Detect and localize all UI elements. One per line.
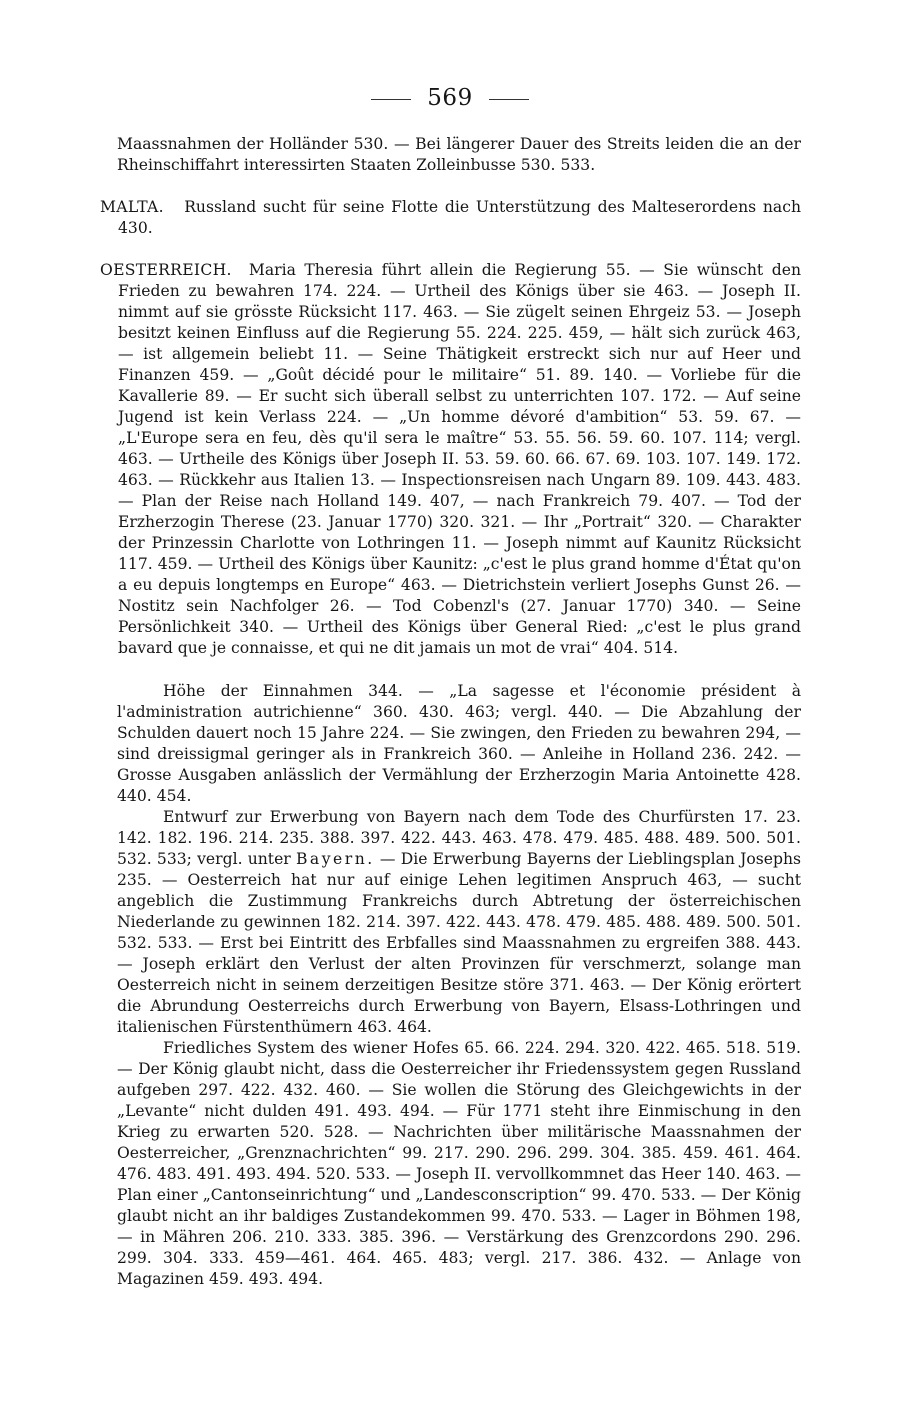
oesterreich-text-3-lead: Entwurf zur Erwerbung von Bayern nach dem Tode des Churfürsten 17. 23. 142. 182. 196. 214. 235. 388. 397. 422. 443. 463. 478. 479. 485. 488. 489. 500. 501. 532. 533; vergl. unter xyxy=(117,808,801,868)
entry-heading-oesterreich: OESTERREICH. xyxy=(100,261,232,279)
entry-malta-text: Russland sucht für seine Flotte die Unterstützung des Malteserordens nach 430. xyxy=(118,198,801,237)
entry-malta xyxy=(100,197,801,239)
cross-reference-bayern: Bayern. xyxy=(295,850,375,868)
oesterreich-paragraph-2: Höhe der Einnahmen 344. — „La sagesse et l'économie président à l'administration autrichienne“ 360. 430. 463; vergl. 440. — Die Abzahlung der Schulden dauert noch 15 Jahre 224. — Sie zwingen, den Frieden zu bewahren 294, — sind dreissigmal geringer als in Frankreich 360. — Anleihe in Holland 236. 242. — Grosse Ausgaben anlässlich der Vermählung der Erzherzogin Maria Antoinette 428. 440. 454. xyxy=(117,682,801,805)
entry-oesterreich xyxy=(100,260,801,659)
continuation-text: Maassnahmen der Holländer 530. — Bei längerer Dauer des Streits leiden die an der Rheinschiffahrt interessirten Staaten Zolleinbusse 530. 533. xyxy=(117,135,801,174)
continuation-block xyxy=(117,134,801,176)
page-number: 569 xyxy=(427,85,473,111)
header-rule-left xyxy=(371,99,411,100)
entry-heading-malta: MALTA. xyxy=(100,198,164,216)
oesterreich-block-4 xyxy=(117,1038,801,1290)
oesterreich-paragraph-1 xyxy=(100,260,801,659)
oesterreich-text-3-rest: — Die Erwerbung Bayerns der Lieblingsplan Josephs 235. — Oesterreich hat nur auf einige Lehen legitimen Anspruch 463, — sucht angeblich die Zustimmung Frankreichs durch Abtretung der österreichischen Niederlande zu gewinnen 182. 214. 397. 422. 443. 478. 479. 485. 488. 489. 500. 501. 532. 533. — Erst bei Eintritt des Erbfalles sind Maassnahmen zu ergreifen 388. 443. — Joseph erklärt den Verlust der alten Provinzen für verschmerzt, solange man Oesterreich nicht in seinem derzeitigen Besitze störe 371. 463. — Der König erörtert die Abrundung Oesterreichs durch Erwerbung von Bayern, Elsass-Lothringen und italienischen Fürstenthümern 463. 464. xyxy=(117,850,802,1036)
header-rule-right xyxy=(489,99,529,100)
oesterreich-block-2 xyxy=(117,681,801,807)
oesterreich-block-3 xyxy=(117,807,801,1038)
oesterreich-paragraph-4: Friedliches System des wiener Hofes 65. 66. 224. 294. 320. 422. 465. 518. 519. — Der König glaubt nicht, dass die Oesterreicher ihr Friedenssystem gegen Russland aufgeben 297. 422. 432. 460. — Sie wollen die Störung des Gleichgewichts in der „Levante“ nicht dulden 491. 493. 494. — Für 1771 steht ihre Einmischung in den Krieg zu erwarten 520. 528. — Nachrichten über militärische Maassnahmen der Oesterreicher, „Grenznachrichten“ 99. 217. 290. 296. 299. 304. 385. 459. 461. 464. 476. 483. 491. 493. 494. 520. 533. — Joseph II. vervollkommnet das Heer 140. 463. — Plan einer „Cantonseinrichtung“ und „Landesconscription“ 99. 470. 533. — Der König glaubt nicht an ihr baldiges Zustandekommen 99. 470. 533. — Lager in Böhmen 198, — in Mähren 206. 210. 333. 385. 396. — Verstärkung des Grenzcordons 290. 296. 299. 304. 333. 459—461. 464. 465. 483; vergl. 217. 386. 432. — Anlage von Magazinen 459. 493. 494. xyxy=(117,1039,801,1288)
oesterreich-text-1: Maria Theresia führt allein die Regierung 55. — Sie wünscht den Frieden zu bewahren 174. 224. — Urtheil des Königs über sie 463. — Joseph II. nimmt auf sie grösste Rücksicht 117. 463. — Sie zügelt seinen Ehrgeiz 53. — Joseph besitzt keinen Einfluss auf die Regierung 55. 224. 225. 459, — hält sich zurück 463, — ist allgemein beliebt 11. — Seine Thätigkeit erstreckt sich nur auf Heer und Finanzen 459. — „Goût décidé pour le militaire“ 51. 89. 140. — Vorliebe für die Kavallerie 89. — Er sucht sich überall selbst zu unterrichten 107. 172. — Auf seine Jugend ist kein Verlass 224. — „Un homme dévoré d'ambition“ 53. 59. 67. — „L'Europe sera en feu, dès qu'il sera le maître“ 53. 55. 56. 59. 60. 107. 114; vergl. 463. — Urtheile des Königs über Joseph II. 53. 59. 60. 66. 67. 69. 103. 107. 149. 172. 463. — Rückkehr aus Italien 13. — Inspectionsreisen nach Ungarn 89. 109. 443. 483. — Plan der Reise nach Holland 149. 407, — nach Frankreich 79. 407. — Tod der Erzherzogin Therese (23. Januar 1770) 320. 321. — Ihr „Portrait“ 320. — Charakter der Prinzessin Charlotte von Lothringen 11. — Joseph nimmt auf Kaunitz Rücksicht 117. 459. — Urtheil des Königs über Kaunitz: „c'est le plus grand homme d'État qu'on a eu depuis longtemps en Europe“ 463. — Dietrichstein verliert Josephs Gunst 26. — Nostitz sein Nachfolger 26. — Tod Cobenzl's (27. Januar 1770) 340. — Seine Persönlichkeit 340. — Urtheil des Königs über General Ried: „c'est le plus grand bavard que je connaisse, et qui ne dit jamais un mot de vrai“ 404. 514. xyxy=(118,261,802,657)
oesterreich-paragraph-3 xyxy=(117,807,801,1038)
entry-malta-paragraph xyxy=(100,197,801,239)
page-header xyxy=(0,84,900,112)
